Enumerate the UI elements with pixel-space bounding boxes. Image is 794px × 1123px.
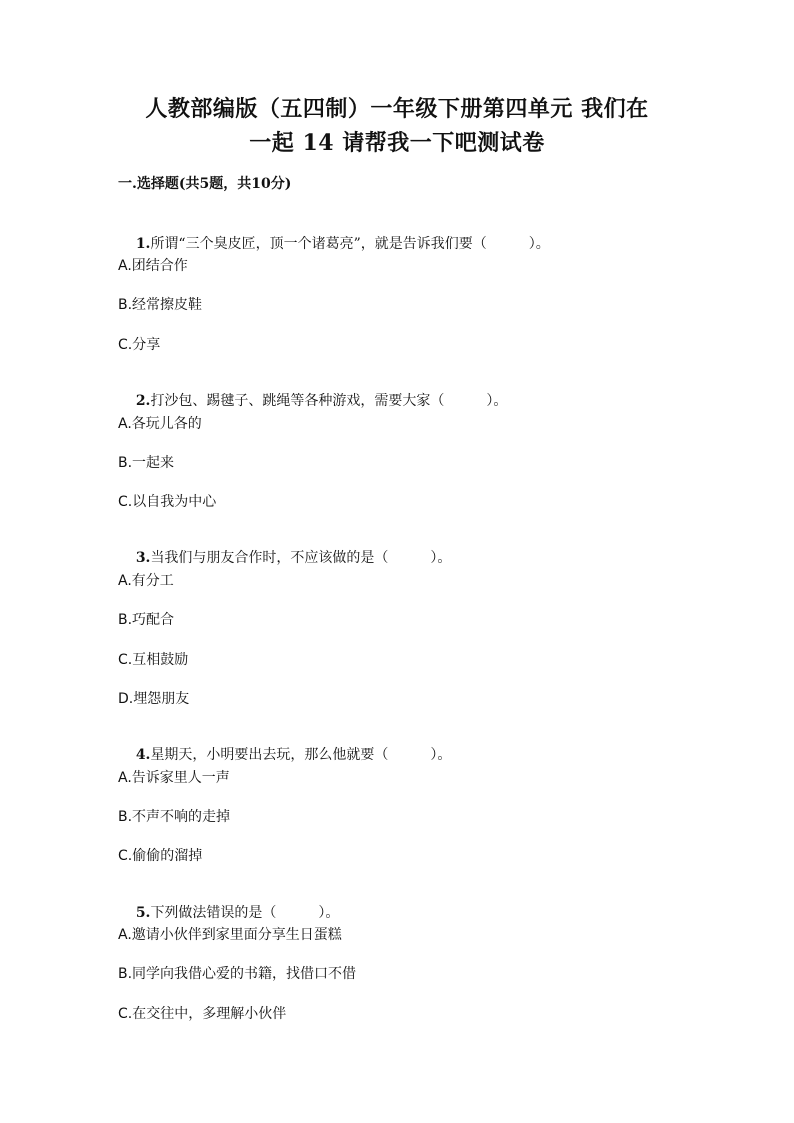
question-1-option-a[interactable]: A.团结合作 xyxy=(118,258,188,274)
question-4-option-c[interactable]: C.偷偷的溜掉 xyxy=(118,848,203,864)
question-5-option-b[interactable]: B.同学向我借心爱的书籍，找借口不借 xyxy=(118,966,357,982)
section-heading: 一.选择题(共5题，共10分) xyxy=(118,176,292,192)
question-1-option-c[interactable]: C.分享 xyxy=(118,337,161,353)
question-3-option-d[interactable]: D.埋怨朋友 xyxy=(118,691,190,707)
page-title-line-1: 人教部编版（五四制）一年级下册第四单元 我们在 xyxy=(145,96,649,122)
question-4-option-b[interactable]: B.不声不响的走掉 xyxy=(118,809,231,825)
question-number: 4. xyxy=(135,746,151,763)
question-text: 所谓“三个臭皮匠，顶一个诸葛亮”，就是告诉我们要（ ）。 xyxy=(150,235,550,252)
page-title-line-2: 一起 14 请帮我一下吧测试卷 xyxy=(249,130,545,156)
question-number: 1. xyxy=(135,235,151,252)
question-number: 2. xyxy=(135,392,151,409)
question-number: 5. xyxy=(135,904,151,921)
question-4-option-a[interactable]: A.告诉家里人一声 xyxy=(118,770,230,786)
question-5-option-c[interactable]: C.在交往中，多理解小伙伴 xyxy=(118,1006,287,1022)
question-3-option-c[interactable]: C.互相鼓励 xyxy=(118,652,189,668)
question-text: 下列做法错误的是（ ）。 xyxy=(150,904,340,921)
question-text: 当我们与朋友合作时，不应该做的是（ ）。 xyxy=(150,549,452,566)
question-2-option-b[interactable]: B.一起来 xyxy=(118,455,175,471)
question-3-option-a[interactable]: A.有分工 xyxy=(118,573,174,589)
question-1-option-b[interactable]: B.经常擦皮鞋 xyxy=(118,297,203,313)
question-number: 3. xyxy=(135,549,151,566)
question-3-option-b[interactable]: B.巧配合 xyxy=(118,612,175,628)
question-2-option-a[interactable]: A.各玩儿各的 xyxy=(118,416,202,432)
question-text: 打沙包、踢毽子、跳绳等各种游戏，需要大家（ ）。 xyxy=(150,392,508,409)
question-5-option-a[interactable]: A.邀请小伙伴到家里面分享生日蛋糕 xyxy=(118,927,342,943)
question-text: 星期天，小明要出去玩，那么他就要（ ）。 xyxy=(150,746,452,763)
question-2-option-c[interactable]: C.以自我为中心 xyxy=(118,494,217,510)
